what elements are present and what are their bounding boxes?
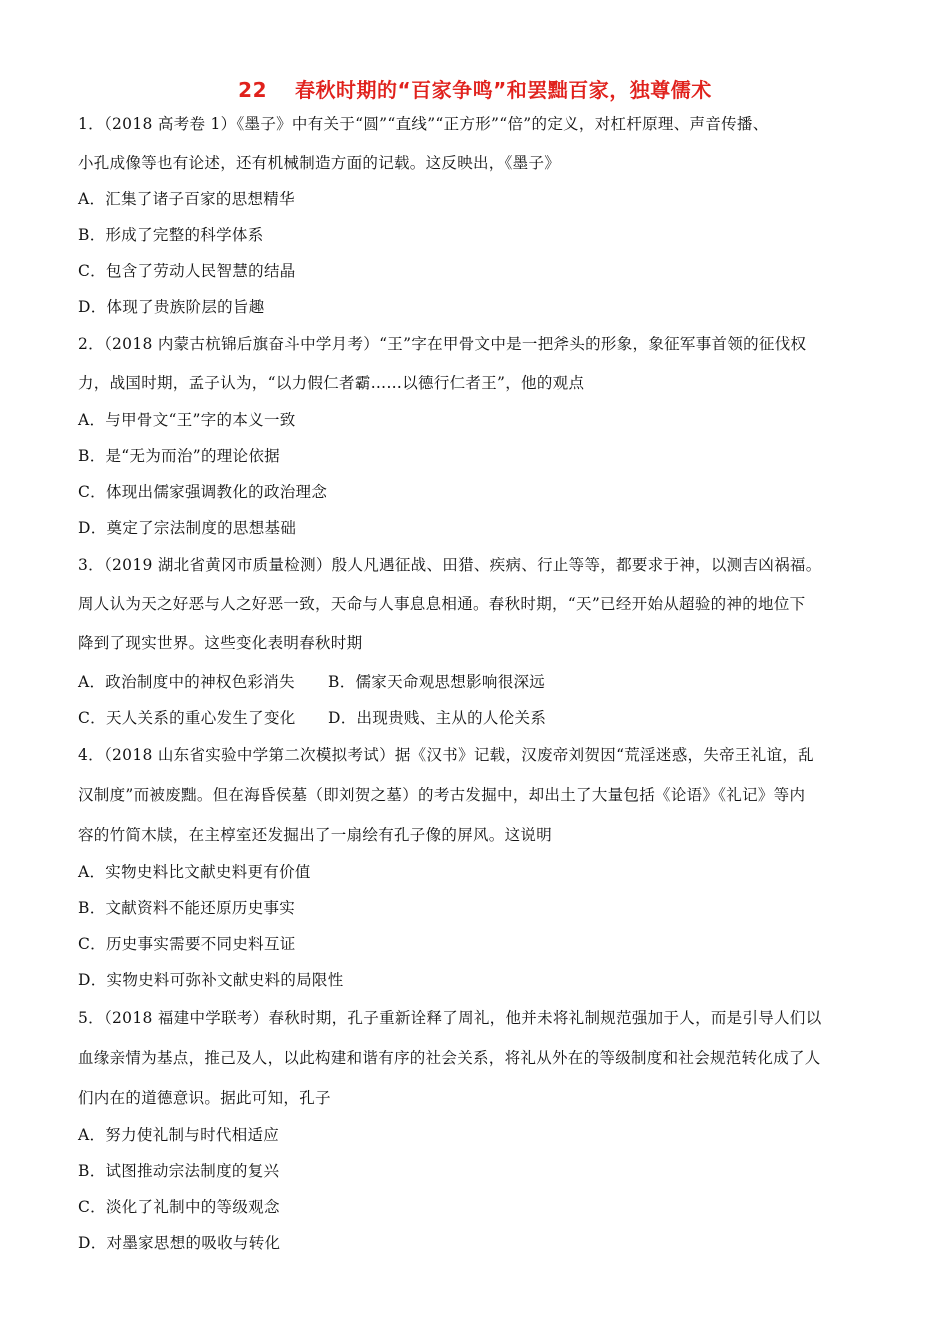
q2-stem-line-1: 2．（2018 内蒙古杭锦后旗奋斗中学月考）“王”字在甲骨文中是一把斧头的形象，象征军事首领的征伐权 [78,335,807,353]
q3-option-a: A．政治制度中的神权色彩消失 [78,673,295,691]
q4-option-c: C．历史事实需要不同史料互证 [78,935,296,953]
q1-stem-line-2: 小孔成像等也有论述，还有机械制造方面的记载。这反映出，《墨子》 [78,154,561,172]
q1-option-c: C．包含了劳动人民智慧的结晶 [78,262,296,280]
q4-option-d: D．实物史料可弥补文献史料的局限性 [78,971,344,989]
q4-option-a: A．实物史料比文献史料更有价值 [78,863,311,881]
q2-option-a: A．与甲骨文“王”字的本义一致 [78,411,296,429]
q3-stem-line-3: 降到了现实世界。这些变化表明春秋时期 [78,634,363,652]
q3-option-d: D．出现贵贱、主从的人伦关系 [328,709,547,727]
q3-stem-line-1: 3．（2019 湖北省黄冈市质量检测）殷人凡遇征战、田猎、疾病、行止等等，都要求于神，以测吉凶祸福。 [78,556,822,574]
q5-option-a: A．努力使礼制与时代相适应 [78,1126,280,1144]
q3-options-row-2 [78,707,878,729]
q4-stem-line-2: 汉制度”而被废黜。但在海昏侯墓（即刘贺之墓）的考古发掘中，却出土了大量包括《论语》《礼记》等内 [78,786,806,804]
q1-option-b: B．形成了完整的科学体系 [78,226,264,244]
q4-stem-line-1: 4．（2018 山东省实验中学第二次模拟考试）据《汉书》记载，汉废帝刘贺因“荒淫迷惑，失帝王礼谊，乱 [78,746,814,764]
q1-option-d: D．体现了贵族阶层的旨趣 [78,298,265,316]
q3-option-c: C．天人关系的重心发生了变化 [78,709,296,727]
page-title [0,74,950,103]
q5-stem-line-3: 们内在的道德意识。据此可知，孔子 [78,1089,331,1107]
q2-option-b: B．是“无为而治”的理论依据 [78,447,280,465]
q5-option-d: D．对墨家思想的吸收与转化 [78,1234,281,1252]
q3-options-row-1 [78,671,878,693]
q2-stem-line-2: 力，战国时期，孟子认为，“以力假仁者霸……以德行仁者王”，他的观点 [78,374,585,392]
title-text: 春秋时期的“百家争鸣”和罢黜百家，独尊儒术 [295,78,712,102]
q3-stem-line-2: 周人认为天之好恶与人之好恶一致，天命与人事息息相通。春秋时期，“天”已经开始从超验的神的地位下 [78,595,806,613]
q4-option-b: B．文献资料不能还原历史事实 [78,899,296,917]
q5-stem-line-2: 血缘亲情为基点，推己及人，以此构建和谐有序的社会关系，将礼从外在的等级制度和社会规范转化成了人 [78,1049,821,1067]
q1-option-a: A．汇集了诸子百家的思想精华 [78,190,295,208]
q5-option-b: B．试图推动宗法制度的复兴 [78,1162,280,1180]
q2-option-c: C．体现出儒家强调教化的政治理念 [78,483,328,501]
q4-stem-line-3: 容的竹简木牍，在主椁室还发掘出了一扇绘有孔子像的屏风。这说明 [78,826,553,844]
q5-stem-line-1: 5．（2018 福建中学联考）春秋时期，孔子重新诠释了周礼，他并未将礼制规范强加于人，而是引导人们以 [78,1009,822,1027]
title-number: 22 [238,78,268,102]
q2-option-d: D．奠定了宗法制度的思想基础 [78,519,297,537]
q3-option-b: B．儒家天命观思想影响很深远 [328,673,546,691]
q1-stem-line-1: 1．（2018 高考卷 1）《墨子》中有关于“圆”“直线”“正方形”“倍”的定义，对杠杆原理、声音传播、 [78,115,769,133]
q5-option-c: C．淡化了礼制中的等级观念 [78,1198,280,1216]
